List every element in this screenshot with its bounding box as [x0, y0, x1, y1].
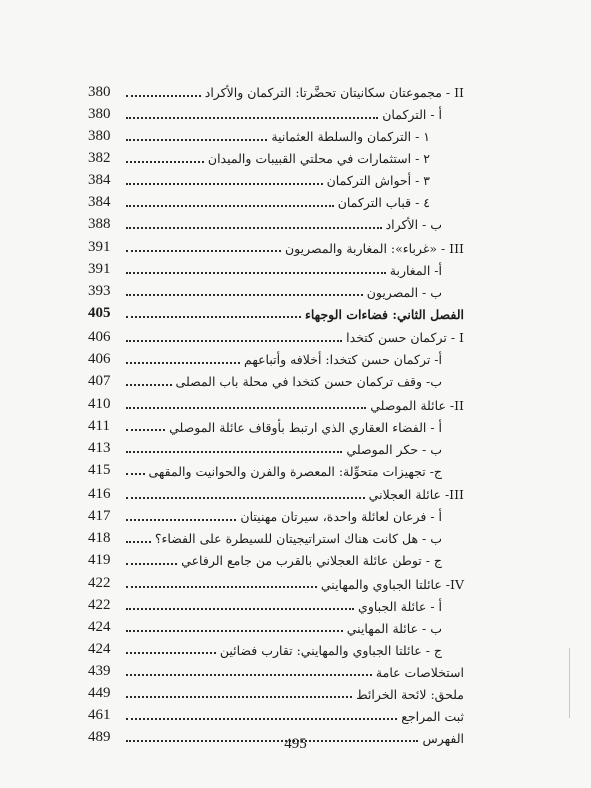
dot-leader: [126, 586, 317, 588]
table-of-contents: [88, 76, 464, 745]
toc-entry: [88, 591, 464, 613]
toc-entry: [88, 546, 464, 568]
dot-leader: [126, 362, 240, 364]
dot-leader: [126, 117, 378, 119]
toc-entry: [88, 412, 464, 434]
dot-leader: [126, 429, 165, 431]
dot-leader: [126, 563, 177, 565]
toc-entry-page: 380: [88, 127, 111, 144]
toc-entry: [88, 679, 464, 701]
dot-leader: [126, 674, 372, 676]
toc-entry: [88, 456, 464, 478]
dot-leader: [126, 630, 343, 632]
toc-entry-title: ٤ - قباب التركمان: [337, 195, 430, 210]
toc-entry-title: ٢ - استثمارات في محلتي القبيبات والميدان: [207, 151, 430, 166]
toc-entry-title: أ - فرعان لعائلة واحدة، سيرتان مهنيتان: [240, 509, 442, 524]
dot-leader: [126, 139, 267, 141]
toc-entry-title: أ- المغاربة: [389, 262, 442, 278]
toc-entry-page: 388: [88, 215, 111, 232]
dot-leader: [126, 652, 216, 654]
toc-entry: [88, 76, 464, 100]
toc-entry-page: 411: [88, 418, 110, 434]
dot-leader: [126, 451, 342, 453]
toc-entry-page: 393: [88, 283, 111, 299]
toc-entry-page: 380: [88, 83, 111, 100]
toc-entry: [88, 299, 464, 321]
toc-entry: [88, 188, 464, 210]
toc-entry-page: 407: [88, 372, 111, 389]
dot-leader: [126, 407, 366, 409]
toc-entry: [88, 277, 464, 299]
toc-entry-title: ج - توطن عائلة العجلاني بالقرب من جامع الرفاعي: [181, 553, 442, 568]
dot-leader: [126, 205, 334, 207]
toc-entry-title: III- عائلة العجلاني: [368, 487, 464, 502]
toc-entry-title: II - مجموعتان سكانيتان تحضَّرتا: التركمان والأكراد: [204, 85, 464, 100]
toc-entry-title: ب - المصريون: [366, 284, 442, 300]
dot-leader: [126, 340, 342, 342]
dot-leader: [126, 608, 354, 610]
toc-entry-title: أ - التركمان: [382, 107, 442, 122]
toc-entry-page: 410: [88, 396, 111, 412]
toc-entry-title: الفهرس: [422, 730, 464, 746]
dot-leader: [126, 183, 323, 185]
dot-leader: [126, 294, 363, 296]
toc-entry-title: ١ - التركمان والسلطة العثمانية: [271, 129, 430, 144]
toc-entry-title: أ- تركمان حسن كتخدا: أخلافه وأتباعهم: [244, 352, 442, 367]
toc-entry: [88, 144, 464, 166]
toc-entry: [88, 478, 464, 502]
toc-entry: [88, 389, 464, 413]
toc-entry: [88, 321, 464, 345]
toc-entry-title: ب - عائلة المهايني: [346, 620, 442, 636]
toc-entry-title: ب- وقف تركمان حسن كتخدا في محلة باب المصلى: [175, 374, 442, 389]
dot-leader: [126, 272, 386, 274]
toc-entry-title: II- عائلة الموصلي: [370, 397, 464, 413]
toc-entry: [88, 613, 464, 635]
dot-leader: [126, 696, 352, 698]
toc-entry: [88, 345, 464, 367]
toc-entry-page: 422: [88, 575, 111, 591]
toc-entry-page: 424: [88, 619, 111, 635]
toc-entry-title: أ - عائلة الجباوي: [358, 598, 442, 614]
toc-entry: [88, 701, 464, 723]
toc-entry: [88, 100, 464, 122]
toc-entry-page: 422: [88, 597, 111, 613]
dot-leader: [126, 473, 145, 475]
toc-entry-page: 418: [88, 529, 111, 546]
toc-entry-page: 406: [88, 328, 111, 345]
toc-entry-title: استخلاصات عامة: [375, 664, 464, 680]
toc-entry-page: 384: [88, 193, 111, 210]
toc-entry-page: 424: [88, 641, 111, 657]
toc-entry-title: ج - عائلتا الجباوي والمهايني: تقارب فضائين: [219, 642, 442, 658]
dot-leader: [126, 95, 201, 97]
toc-entry-title: III - «غرباء»: المغاربة والمصريون: [284, 240, 464, 256]
toc-entry-title: ب - الأكراد: [385, 217, 442, 232]
toc-entry: [88, 568, 464, 592]
dot-leader: [126, 519, 236, 521]
toc-entry: [88, 367, 464, 389]
toc-entry-page: 449: [88, 685, 111, 701]
toc-entry-page: 382: [88, 149, 111, 166]
toc-entry-title: ثبت المراجع: [401, 708, 464, 724]
toc-entry-title: ٣ - أحواش التركمان: [326, 173, 430, 188]
toc-entry: [88, 210, 464, 232]
toc-entry-title: أ - الفضاء العقاري الذي ارتبط بأوقاف عائلة الموصلي: [169, 419, 442, 435]
toc-entry-title: ب - هل كانت هناك استراتيجيتان للسيطرة على الفضاء؟: [154, 531, 442, 546]
toc-entry-page: 391: [88, 239, 111, 255]
dot-leader: [126, 384, 172, 386]
toc-entry-title: الفصل الثاني: فضاءات الوجهاء: [305, 306, 464, 322]
toc-entry-page: 413: [88, 440, 111, 456]
margin-line: [569, 648, 570, 718]
dot-leader: [126, 161, 204, 163]
toc-entry-page: 380: [88, 105, 111, 122]
toc-entry-title: I - تركمان حسن كتخدا: [346, 330, 464, 345]
toc-entry: [88, 657, 464, 679]
dot-leader: [126, 497, 365, 499]
toc-entry-title: ملحق: لائحة الخرائط: [356, 686, 464, 702]
dot-leader: [126, 316, 301, 318]
toc-entry-page: 384: [88, 171, 111, 188]
toc-entry: [88, 434, 464, 456]
toc-entry-page: 489: [88, 729, 111, 745]
toc-entry: [88, 524, 464, 546]
dot-leader: [126, 250, 281, 252]
toc-entry: [88, 255, 464, 277]
toc-entry-page: 419: [88, 551, 111, 568]
toc-entry-title: ج- تجهيزات متحوِّلة: المعصرة والفرن والحوانيت والمقهى: [148, 463, 442, 479]
toc-entry-page: 461: [88, 707, 111, 723]
toc-entry: [88, 502, 464, 524]
toc-entry: [88, 232, 464, 256]
dot-leader: [126, 227, 382, 229]
toc-entry-title: IV- عائلتا الجباوي والمهايني: [320, 576, 464, 592]
toc-entry-page: 417: [88, 507, 111, 524]
toc-entry-page: 415: [88, 462, 111, 478]
toc-entry: [88, 635, 464, 657]
dot-leader: [126, 718, 397, 720]
toc-entry-title: ب - حكر الموصلي: [346, 441, 442, 457]
toc-entry-page: 416: [88, 485, 111, 502]
dot-leader: [126, 541, 151, 543]
toc-entry-page: 406: [88, 350, 111, 367]
toc-entry-page: 439: [88, 663, 111, 679]
toc-entry-page: 405: [88, 305, 111, 321]
toc-entry-page: 391: [88, 261, 111, 277]
toc-entry: [88, 122, 464, 144]
toc-entry: [88, 166, 464, 188]
page-number: 495: [284, 736, 307, 752]
